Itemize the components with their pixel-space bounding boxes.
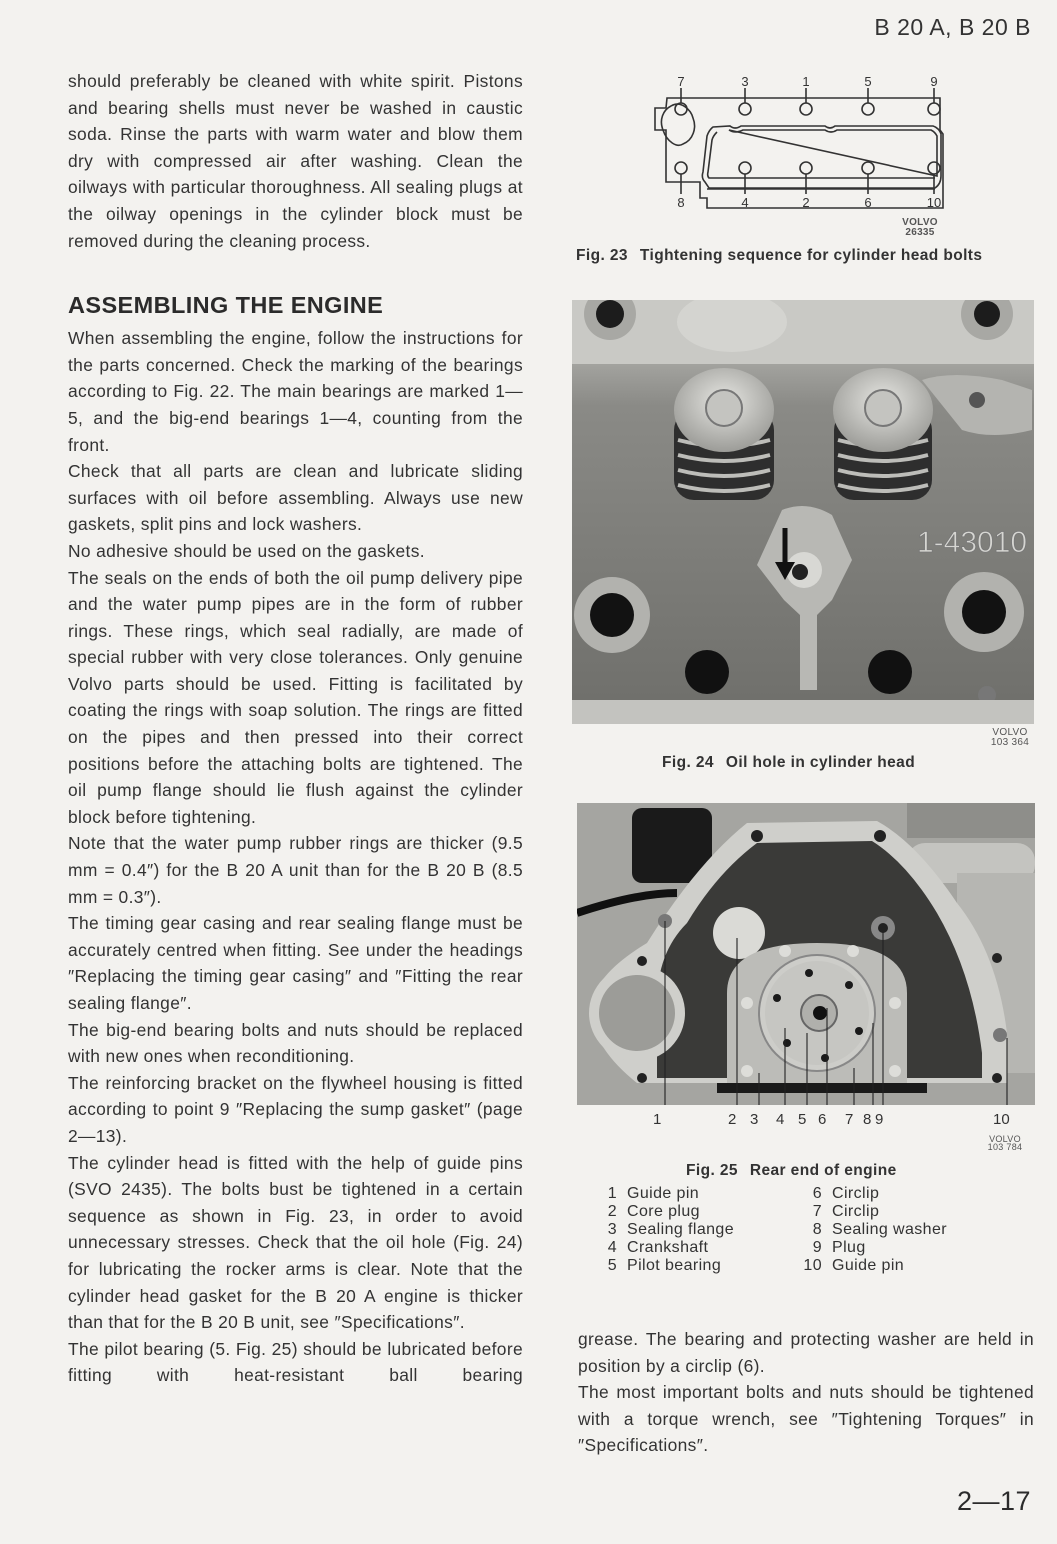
callout-5: 5: [798, 1111, 807, 1128]
body-paragraph: Note that the water pump rubber rings are thicker (9.5 mm = 0.4″) for the B 20 A unit than for the B 20 B (8.5 mm = 0.3″).: [68, 833, 523, 907]
legend-item: 4 Crankshaft: [607, 1239, 709, 1256]
legend-item: 8 Sealing washer: [812, 1221, 947, 1238]
legend-item: 3 Sealing flange: [607, 1221, 735, 1238]
bolt-label-top-4: 5: [864, 74, 872, 89]
body-paragraph: When assembling the engine, follow the instructions for the parts concerned. Check the marking of the bearings according to Fig. 22. The main bearings are marked 1—5, and the big-end bearings 1—4, counting from the front.: [68, 328, 523, 455]
legend-item: 7 Circlip: [812, 1203, 880, 1220]
figure-caption: Fig. 23 Tightening sequence for cylinder head bolts: [576, 247, 983, 264]
legend-item: 2 Core plug: [607, 1203, 700, 1220]
bolt-label-top-3: 1: [802, 74, 810, 89]
bolt-label-bottom-5: 10: [926, 195, 942, 210]
figure-callouts: [577, 1111, 1035, 1131]
cylinder-head-photo: [572, 300, 1034, 724]
legend-item: 9 Plug: [812, 1239, 866, 1256]
figure-code: VOLVO 103 364: [990, 727, 1030, 748]
body-paragraph: The timing gear casing and rear sealing flange must be accurately centred when fitting. See under the headings ″Replacing the timing gear casing″ and ″Fitting the rear sealing flange″.: [68, 913, 523, 1013]
callout-9: 9: [875, 1111, 884, 1128]
callout-4: 4: [776, 1111, 785, 1128]
left-column: [68, 68, 523, 1389]
body-paragraph: The pilot bearing (5. Fig. 25) should be lubricated before fitting with heat-resistant ball bearing: [68, 1338, 523, 1386]
page-header-model: B 20 A, B 20 B: [874, 14, 1031, 40]
section-heading: ASSEMBLING THE ENGINE: [68, 292, 384, 319]
figure-caption: Fig. 24 Oil hole in cylinder head: [662, 754, 916, 771]
stamped-number: 1-43010: [917, 526, 1028, 559]
bolt-label-top-2: 3: [741, 74, 749, 89]
callout-2: 2: [728, 1111, 737, 1128]
bolt-label-bottom-4: 6: [864, 195, 872, 210]
body-paragraph: Check that all parts are clean and lubricate sliding surfaces with oil before assembling. Always use new gaskets, split pins and lock washers.: [68, 461, 523, 535]
callout-6: 6: [818, 1111, 827, 1128]
legend-item: 5 Pilot bearing: [607, 1257, 722, 1274]
figure-24: [572, 300, 1037, 780]
body-paragraph: The seals on the ends of both the oil pump delivery pipe and the water pump pipes are in the form of rubber rings. These rings, which seal radially, are made of special rubber with very close tolerances. Only genuine Volvo parts should be used. Fitting is facilitated by coating the rings with soap solution. The rings are fitted on the pipes and then pressed into their correct positions before the attaching bolts are tightened. The oil pump flange should lie flush against the cylinder block before tightening.: [68, 567, 523, 827]
right-column: [578, 1326, 1034, 1459]
figure-code: VOLVO 26335: [902, 217, 938, 238]
body-paragraph: grease. The bearing and protecting washer are held in position by a circlip (6).: [578, 1329, 1034, 1376]
body-paragraph: The most important bolts and nuts should be tightened with a torque wrench, see ″Tightening Torques″ in ″Specifications″.: [578, 1382, 1034, 1456]
figure-23: [575, 70, 1035, 270]
page-number: 2—17: [956, 1486, 1031, 1516]
figure-caption: Fig. 25 Rear end of engine: [686, 1162, 897, 1179]
body-paragraph: No adhesive should be used on the gaskets.: [68, 540, 425, 561]
legend-item: 1 Guide pin: [607, 1185, 700, 1202]
bolt-label-top-5: 9: [930, 74, 938, 89]
legend-item: 10 Guide pin: [803, 1257, 905, 1274]
figure-code: VOLVO 103 784: [987, 1134, 1023, 1152]
intro-paragraph: should preferably be cleaned with white spirit. Pistons and bearing shells must never be washed in caustic soda. Rinse the parts with warm water and blow them dry with compressed air after washing. Clean the oilways with particular thoroughness. All sealing plugs at the oilway openings in the cylinder block must be removed during the cleaning process.: [68, 71, 523, 251]
body-paragraph: The cylinder head is fitted with the help of guide pins (SVO 2435). The bolts bust be tightened in a certain sequence as shown in Fig. 23, in order to avoid unnecessary stresses. Check that the oil hole (Fig. 24) for lubricating the rocker arms is clear. Note that the cylinder head gasket for the B 20 A engine is thicker than that for the B 20 B unit, see ″Specifications″.: [68, 1152, 523, 1333]
callout-3: 3: [750, 1111, 759, 1128]
bolt-label-top-1: 7: [677, 74, 685, 89]
legend-right: [802, 1185, 947, 1275]
callout-1: 1: [653, 1111, 662, 1128]
legend-left: [597, 1185, 734, 1275]
cylinder-head-bolt-diagram: [575, 70, 1035, 220]
bolt-label-bottom-3: 2: [802, 195, 810, 210]
legend-item: 6 Circlip: [812, 1185, 880, 1202]
body-paragraph: The big-end bearing bolts and nuts should be replaced with new ones when reconditioning.: [68, 1019, 523, 1067]
figure-25: [577, 803, 1037, 1283]
callout-10: 10: [993, 1111, 1010, 1128]
bolt-label-bottom-1: 8: [677, 195, 685, 210]
callout-7: 7: [845, 1111, 854, 1128]
rear-engine-photo: [577, 803, 1035, 1105]
body-paragraph: The reinforcing bracket on the flywheel housing is fitted according to point 9 ″Replacing the sump gasket″ (page 2—13).: [68, 1072, 523, 1146]
bolt-label-bottom-2: 4: [741, 195, 749, 210]
callout-8: 8: [863, 1111, 872, 1128]
